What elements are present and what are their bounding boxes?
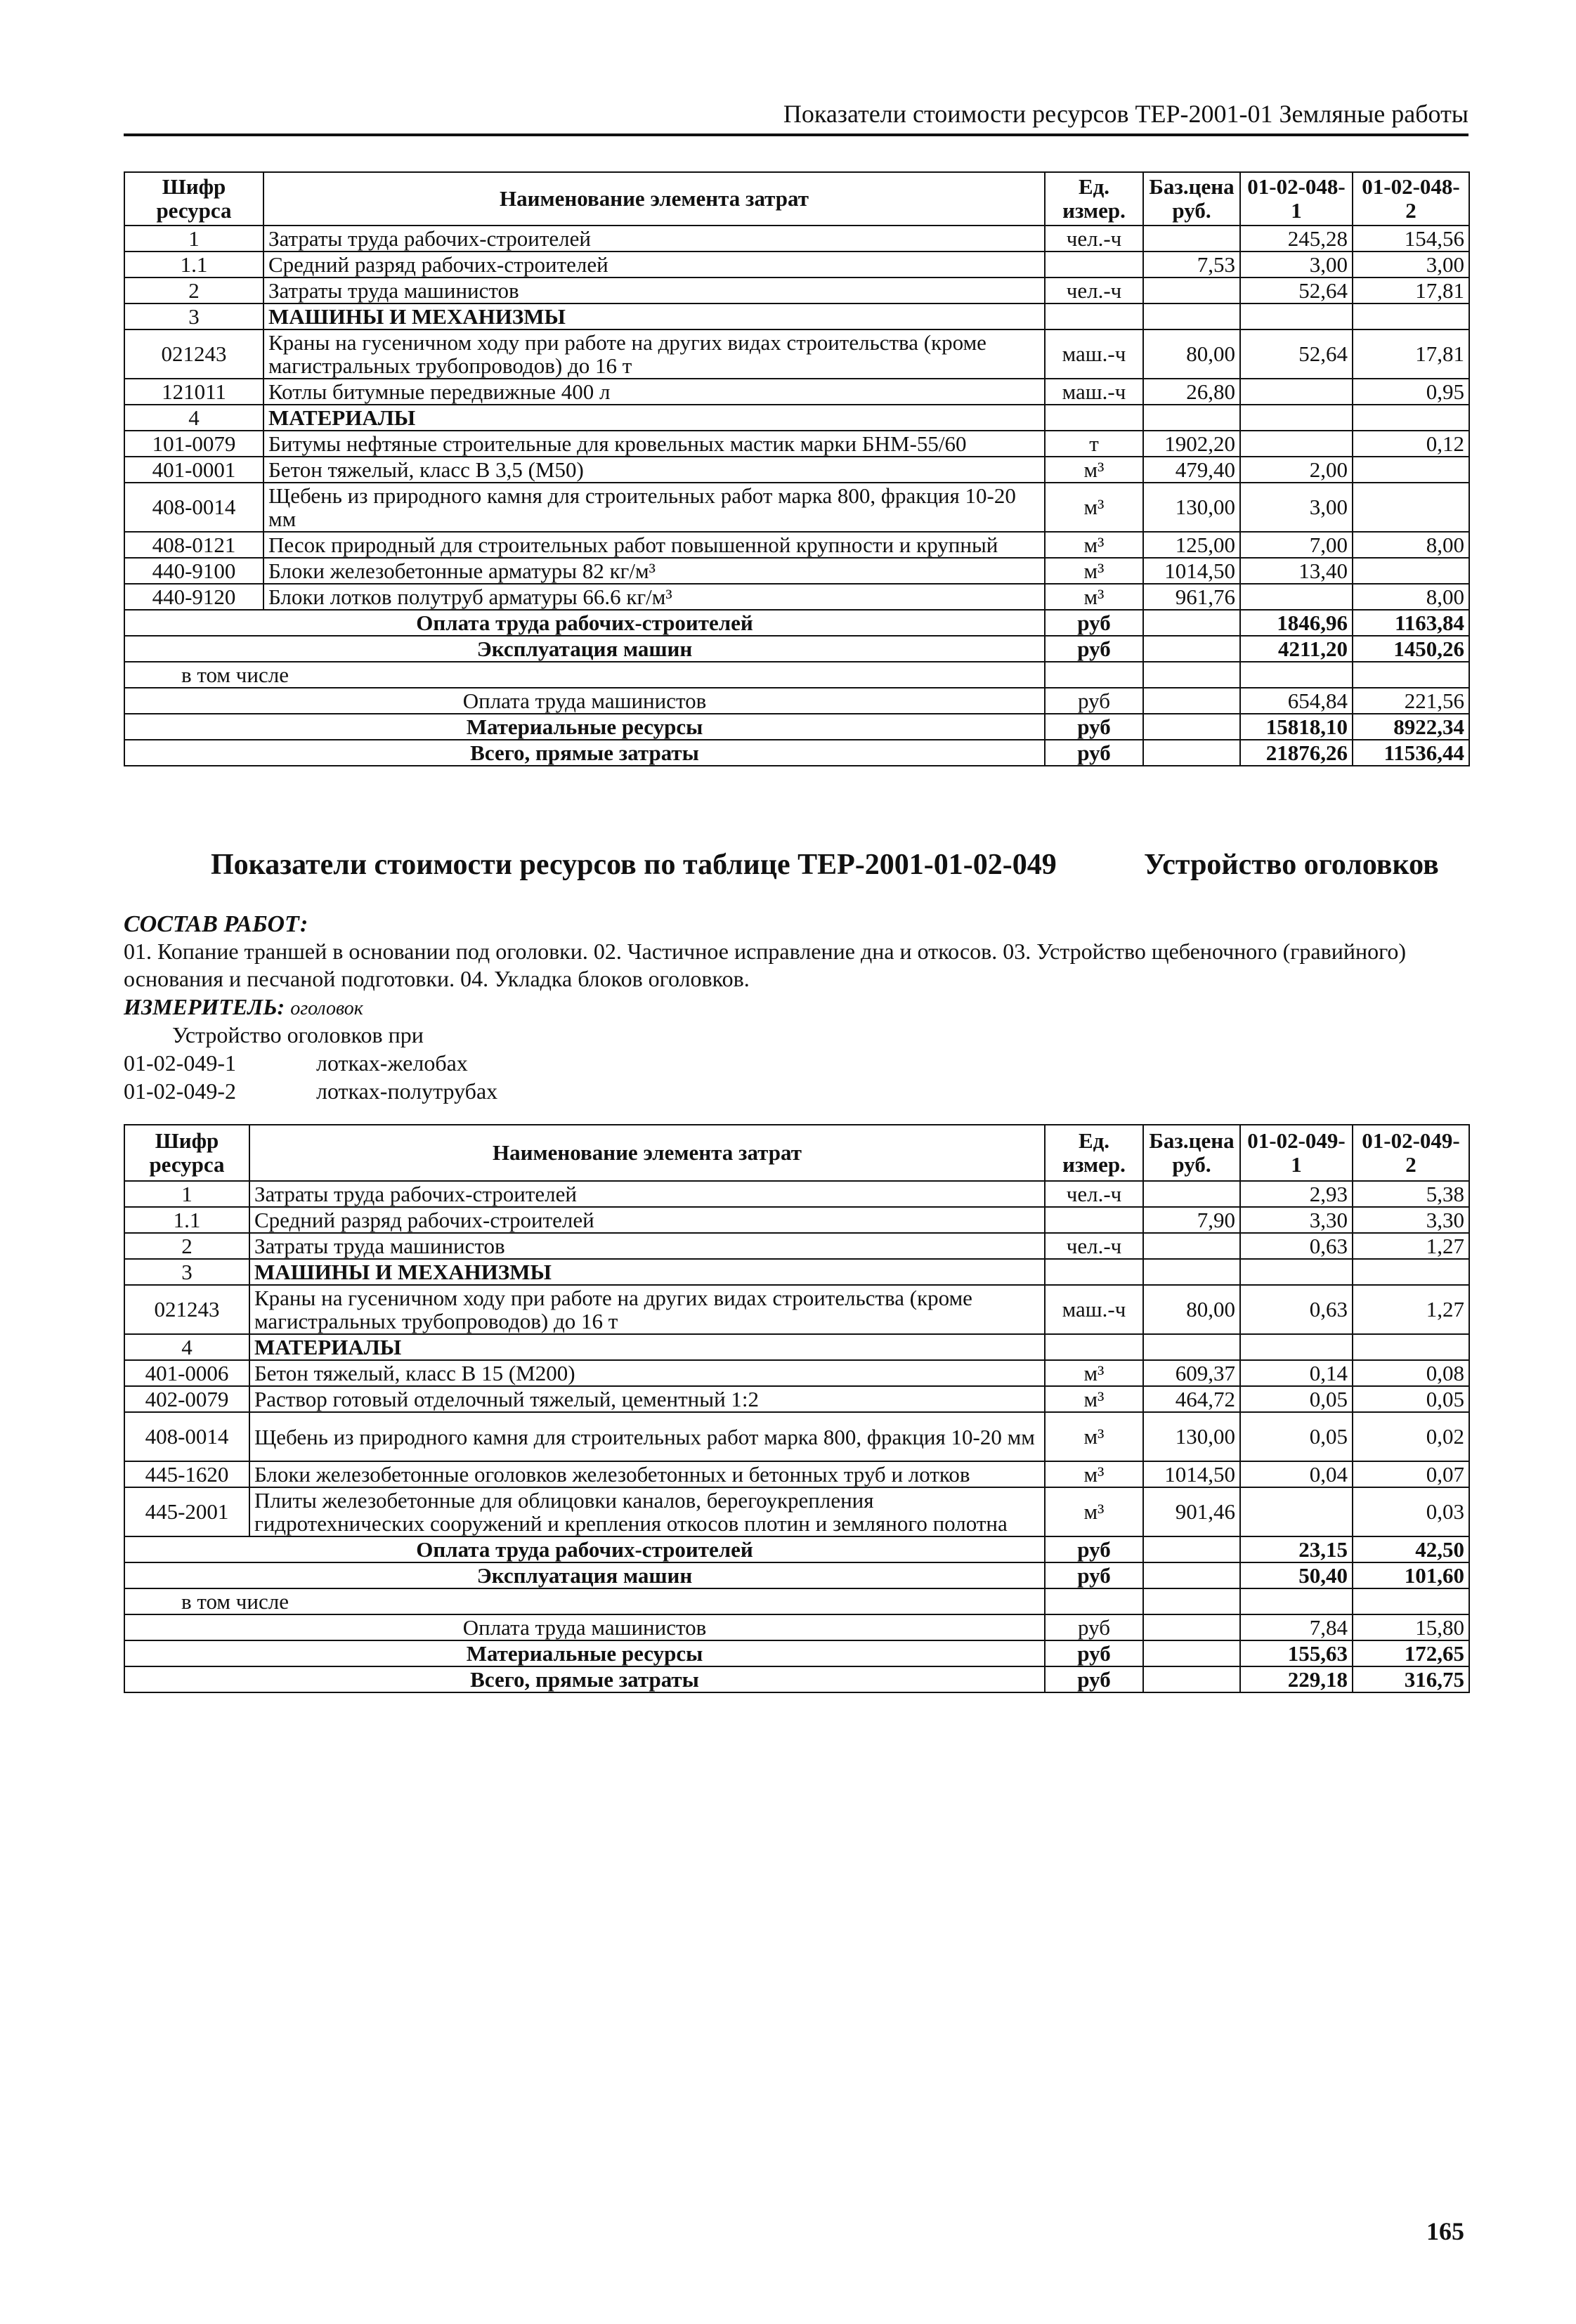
value-col1-cell: 0,04	[1240, 1461, 1353, 1487]
total-label: Материальные ресурсы	[124, 1640, 1045, 1666]
value-col2-cell: 1,27	[1353, 1233, 1469, 1259]
table-row	[124, 1334, 1469, 1360]
unit-cell: м³	[1045, 1461, 1143, 1487]
value-col2-cell: 8922,34	[1353, 714, 1469, 740]
table-row	[124, 558, 1469, 584]
base-price-cell: 961,76	[1143, 584, 1240, 610]
total-row	[124, 1536, 1469, 1562]
total-label: Оплата труда рабочих-строителей	[124, 610, 1045, 636]
value-col2-cell: 0,08	[1353, 1360, 1469, 1386]
section-title: Показатели стоимости ресурсов по таблице ТЕР-2001-01-02-049	[211, 849, 1057, 881]
total-row	[124, 1614, 1469, 1640]
unit-cell: руб	[1045, 1666, 1143, 1692]
value-col2-cell	[1353, 483, 1469, 532]
cost-element-name: Блоки железобетонные арматуры 82 кг/м³	[263, 558, 1045, 584]
value-col2-cell	[1353, 558, 1469, 584]
cost-element-name: Затраты труда рабочих-строителей	[249, 1181, 1045, 1207]
resource-code: 401-0001	[124, 457, 263, 483]
total-label: Оплата труда машинистов	[124, 1614, 1045, 1640]
table-row	[124, 1461, 1469, 1487]
total-row	[124, 610, 1469, 636]
value-col1-cell	[1240, 379, 1353, 405]
header-col2: 01-02-049-2	[1353, 1125, 1469, 1181]
value-col1-cell	[1240, 1334, 1353, 1360]
value-col1-cell: 0,63	[1240, 1233, 1353, 1259]
variant-desc: лотках-желобах	[316, 1050, 468, 1076]
table-body	[124, 1181, 1469, 1692]
total-label: Всего, прямые затраты	[124, 1666, 1045, 1692]
variant-desc: лотках-полутрубах	[316, 1078, 498, 1104]
value-col1-cell: 2,93	[1240, 1181, 1353, 1207]
table-row	[124, 1181, 1469, 1207]
resource-code: 121011	[124, 379, 263, 405]
base-price-cell	[1143, 1233, 1240, 1259]
value-col1-cell: 245,28	[1240, 226, 1353, 252]
variant-row	[124, 1049, 468, 1077]
resource-code: 440-9120	[124, 584, 263, 610]
total-row	[124, 636, 1469, 662]
cost-element-name: МАШИНЫ И МЕХАНИЗМЫ	[263, 303, 1045, 329]
cost-element-name: Затраты труда рабочих-строителей	[263, 226, 1045, 252]
resource-code: 402-0079	[124, 1386, 249, 1412]
resource-code: 1.1	[124, 1207, 249, 1233]
composition-text: 01. Копание траншей в основании под оголовки. 02. Частичное исправление дна и откосов. 03. Устройство щебеночного (гравийного) основания и песчаной подготовки. 04. Укладка блоков оголовков.	[124, 939, 1407, 991]
total-row	[124, 740, 1469, 766]
total-label: Оплата труда рабочих-строителей	[124, 1536, 1045, 1562]
header-col1: 01-02-049-1	[1240, 1125, 1353, 1181]
value-col2-cell: 3,00	[1353, 252, 1469, 278]
cost-element-name: Котлы битумные передвижные 400 л	[263, 379, 1045, 405]
header-col1: 01-02-048-1	[1240, 172, 1353, 226]
header-col2: 01-02-048-2	[1353, 172, 1469, 226]
resource-table-048	[124, 171, 1470, 766]
total-label: Эксплуатация машин	[124, 1562, 1045, 1588]
total-label: Эксплуатация машин	[124, 636, 1045, 662]
value-col2-cell: 0,95	[1353, 379, 1469, 405]
value-col1-cell: 0,63	[1240, 1285, 1353, 1334]
unit-cell: руб	[1045, 636, 1143, 662]
table-row	[124, 329, 1469, 379]
unit-cell: м³	[1045, 1360, 1143, 1386]
cost-element-name: Песок природный для строительных работ повышенной крупности и крупный	[263, 532, 1045, 558]
composition-label: СОСТАВ РАБОТ:	[124, 911, 308, 937]
base-price-cell	[1143, 1334, 1240, 1360]
unit-cell: руб	[1045, 1562, 1143, 1588]
base-price-cell	[1143, 1666, 1240, 1692]
header-base-price: Баз.цена руб.	[1143, 172, 1240, 226]
value-col2-cell: 42,50	[1353, 1536, 1469, 1562]
value-col2-cell: 101,60	[1353, 1562, 1469, 1588]
value-col1-cell: 3,30	[1240, 1207, 1353, 1233]
base-price-cell: 1902,20	[1143, 431, 1240, 457]
base-price-cell	[1143, 714, 1240, 740]
cost-element-name: Битумы нефтяные строительные для кровельных мастик марки БНМ-55/60	[263, 431, 1045, 457]
table-row	[124, 431, 1469, 457]
resource-code: 4	[124, 405, 263, 431]
resource-code: 2	[124, 278, 263, 303]
unit-cell	[1045, 1588, 1143, 1614]
value-col2-cell: 1,27	[1353, 1285, 1469, 1334]
resource-code: 445-1620	[124, 1461, 249, 1487]
resource-code: 408-0014	[124, 483, 263, 532]
unit-cell: маш.-ч	[1045, 329, 1143, 379]
unit-cell: чел.-ч	[1045, 1233, 1143, 1259]
base-price-cell: 609,37	[1143, 1360, 1240, 1386]
value-col2-cell	[1353, 1334, 1469, 1360]
table-row	[124, 1207, 1469, 1233]
base-price-cell: 901,46	[1143, 1487, 1240, 1536]
header-unit: Ед. измер.	[1045, 1125, 1143, 1181]
unit-cell	[1045, 1259, 1143, 1285]
value-col1-cell: 0,14	[1240, 1360, 1353, 1386]
value-col1-cell: 23,15	[1240, 1536, 1353, 1562]
cost-element-name: Краны на гусеничном ходу при работе на других видах строительства (кроме магистральных трубопроводов) до 16 т	[249, 1285, 1045, 1334]
value-col2-cell: 0,05	[1353, 1386, 1469, 1412]
cost-element-name: Плиты железобетонные для облицовки каналов, берегоукрепления гидротехнических сооружений и крепления откосов плотин и земляного полотна	[249, 1487, 1045, 1536]
value-col2-cell: 15,80	[1353, 1614, 1469, 1640]
base-price-cell	[1143, 1640, 1240, 1666]
value-col1-cell: 155,63	[1240, 1640, 1353, 1666]
value-col2-cell: 0,07	[1353, 1461, 1469, 1487]
cost-element-name: Бетон тяжелый, класс В 15 (М200)	[249, 1360, 1045, 1386]
total-label: в том числе	[124, 662, 1045, 688]
header-base-price: Баз.цена руб.	[1143, 1125, 1240, 1181]
value-col1-cell	[1240, 662, 1353, 688]
total-label: Оплата труда машинистов	[124, 688, 1045, 714]
base-price-cell	[1143, 1614, 1240, 1640]
table-header-row	[124, 172, 1469, 226]
unit-cell: чел.-ч	[1045, 278, 1143, 303]
unit-cell: м³	[1045, 1487, 1143, 1536]
unit-cell	[1045, 252, 1143, 278]
value-col1-cell: 0,05	[1240, 1412, 1353, 1461]
table-row	[124, 379, 1469, 405]
header-unit: Ед. измер.	[1045, 172, 1143, 226]
base-price-cell: 1014,50	[1143, 558, 1240, 584]
variants-title: Устройство оголовков при	[172, 1022, 424, 1047]
value-col2-cell: 17,81	[1353, 278, 1469, 303]
measure-line	[124, 993, 363, 1023]
unit-cell: м³	[1045, 457, 1143, 483]
value-col1-cell: 50,40	[1240, 1562, 1353, 1588]
value-col1-cell	[1240, 1588, 1353, 1614]
unit-cell	[1045, 405, 1143, 431]
value-col2-cell: 5,38	[1353, 1181, 1469, 1207]
cost-element-name: Раствор готовый отделочный тяжелый, цементный 1:2	[249, 1386, 1045, 1412]
resource-code: 2	[124, 1233, 249, 1259]
table-row	[124, 405, 1469, 431]
measure-value: оголовок	[290, 998, 363, 1019]
total-label: в том числе	[124, 1588, 1045, 1614]
table-row	[124, 1487, 1469, 1536]
value-col2-cell: 316,75	[1353, 1666, 1469, 1692]
header-name: Наименование элемента затрат	[249, 1125, 1045, 1181]
cost-element-name: МАТЕРИАЛЫ	[263, 405, 1045, 431]
resource-code: 4	[124, 1334, 249, 1360]
cost-element-name: Средний разряд рабочих-строителей	[249, 1207, 1045, 1233]
value-col2-cell	[1353, 1259, 1469, 1285]
cost-element-name: МАШИНЫ И МЕХАНИЗМЫ	[249, 1259, 1045, 1285]
unit-cell: чел.-ч	[1045, 1181, 1143, 1207]
base-price-cell	[1143, 636, 1240, 662]
base-price-cell	[1143, 1562, 1240, 1588]
value-col2-cell: 221,56	[1353, 688, 1469, 714]
resource-code: 440-9100	[124, 558, 263, 584]
base-price-cell: 479,40	[1143, 457, 1240, 483]
base-price-cell	[1143, 1536, 1240, 1562]
table-row	[124, 1412, 1469, 1461]
unit-cell: маш.-ч	[1045, 379, 1143, 405]
base-price-cell	[1143, 405, 1240, 431]
unit-cell: руб	[1045, 1640, 1143, 1666]
value-col2-cell: 17,81	[1353, 329, 1469, 379]
value-col2-cell	[1353, 1588, 1469, 1614]
total-row	[124, 662, 1469, 688]
value-col2-cell: 0,03	[1353, 1487, 1469, 1536]
base-price-cell	[1143, 1181, 1240, 1207]
section-subtitle: Устройство оголовков	[1144, 849, 1439, 881]
page-number: 165	[1426, 2217, 1464, 2245]
base-price-cell	[1143, 688, 1240, 714]
value-col1-cell: 21876,26	[1240, 740, 1353, 766]
value-col1-cell: 0,05	[1240, 1386, 1353, 1412]
base-price-cell	[1143, 1588, 1240, 1614]
variant-code: 01-02-049-2	[124, 1078, 236, 1104]
unit-cell: руб	[1045, 1536, 1143, 1562]
table-row	[124, 278, 1469, 303]
cost-element-name: Краны на гусеничном ходу при работе на других видах строительства (кроме магистральных трубопроводов) до 16 т	[263, 329, 1045, 379]
total-row	[124, 688, 1469, 714]
total-row	[124, 714, 1469, 740]
variant-code: 01-02-049-1	[124, 1050, 236, 1076]
cost-element-name: Щебень из природного камня для строительных работ марка 800, фракция 10-20 мм	[249, 1412, 1045, 1461]
value-col1-cell	[1240, 431, 1353, 457]
value-col2-cell	[1353, 405, 1469, 431]
value-col2-cell: 11536,44	[1353, 740, 1469, 766]
base-price-cell: 26,80	[1143, 379, 1240, 405]
base-price-cell	[1143, 610, 1240, 636]
value-col1-cell	[1240, 1487, 1353, 1536]
running-header: Показатели стоимости ресурсов ТЕР-2001-01 Земляные работы	[783, 100, 1468, 128]
table-row	[124, 1233, 1469, 1259]
base-price-cell	[1143, 226, 1240, 252]
unit-cell	[1045, 662, 1143, 688]
header-divider	[124, 133, 1468, 136]
value-col2-cell: 8,00	[1353, 584, 1469, 610]
table-row	[124, 532, 1469, 558]
value-col2-cell: 1163,84	[1353, 610, 1469, 636]
resource-code: 408-0014	[124, 1412, 249, 1461]
value-col1-cell: 7,00	[1240, 532, 1353, 558]
unit-cell: руб	[1045, 610, 1143, 636]
cost-element-name: Блоки лотков полутруб арматуры 66.6 кг/м³	[263, 584, 1045, 610]
value-col1-cell: 52,64	[1240, 278, 1353, 303]
table-row	[124, 457, 1469, 483]
total-label: Материальные ресурсы	[124, 714, 1045, 740]
value-col1-cell: 2,00	[1240, 457, 1353, 483]
unit-cell: маш.-ч	[1045, 1285, 1143, 1334]
resource-code: 1	[124, 1181, 249, 1207]
unit-cell	[1045, 1207, 1143, 1233]
value-col1-cell	[1240, 303, 1353, 329]
value-col2-cell	[1353, 303, 1469, 329]
value-col1-cell	[1240, 405, 1353, 431]
resource-code: 3	[124, 1259, 249, 1285]
value-col2-cell: 0,12	[1353, 431, 1469, 457]
value-col2-cell	[1353, 457, 1469, 483]
value-col1-cell: 52,64	[1240, 329, 1353, 379]
table-row	[124, 1360, 1469, 1386]
resource-code: 1	[124, 226, 263, 252]
resource-code: 401-0006	[124, 1360, 249, 1386]
total-row	[124, 1588, 1469, 1614]
value-col2-cell: 1450,26	[1353, 636, 1469, 662]
value-col1-cell: 15818,10	[1240, 714, 1353, 740]
base-price-cell	[1143, 740, 1240, 766]
unit-cell: руб	[1045, 714, 1143, 740]
value-col2-cell	[1353, 662, 1469, 688]
total-row	[124, 1640, 1469, 1666]
resource-code: 021243	[124, 329, 263, 379]
value-col2-cell: 172,65	[1353, 1640, 1469, 1666]
base-price-cell	[1143, 662, 1240, 688]
table-row	[124, 1285, 1469, 1334]
measure-label: ИЗМЕРИТЕЛЬ:	[124, 994, 285, 1019]
unit-cell: м³	[1045, 1386, 1143, 1412]
value-col2-cell: 0,02	[1353, 1412, 1469, 1461]
table-row	[124, 584, 1469, 610]
value-col1-cell: 654,84	[1240, 688, 1353, 714]
resource-code: 408-0121	[124, 532, 263, 558]
value-col1-cell: 3,00	[1240, 252, 1353, 278]
base-price-cell: 1014,50	[1143, 1461, 1240, 1487]
variant-row	[124, 1077, 497, 1105]
total-row	[124, 1666, 1469, 1692]
header-code: Шифр ресурса	[124, 172, 263, 226]
value-col1-cell: 3,00	[1240, 483, 1353, 532]
unit-cell: т	[1045, 431, 1143, 457]
value-col1-cell: 7,84	[1240, 1614, 1353, 1640]
unit-cell: м³	[1045, 584, 1143, 610]
resource-code: 101-0079	[124, 431, 263, 457]
table-row	[124, 226, 1469, 252]
total-row	[124, 1562, 1469, 1588]
resource-code: 021243	[124, 1285, 249, 1334]
resource-code: 3	[124, 303, 263, 329]
cost-element-name: Затраты труда машинистов	[263, 278, 1045, 303]
value-col1-cell: 229,18	[1240, 1666, 1353, 1692]
header-name: Наименование элемента затрат	[263, 172, 1045, 226]
resource-table-049	[124, 1124, 1470, 1693]
base-price-cell: 464,72	[1143, 1386, 1240, 1412]
value-col1-cell: 13,40	[1240, 558, 1353, 584]
cost-element-name: Блоки железобетонные оголовков железобетонных и бетонных труб и лотков	[249, 1461, 1045, 1487]
base-price-cell: 130,00	[1143, 1412, 1240, 1461]
cost-element-name: Бетон тяжелый, класс В 3,5 (М50)	[263, 457, 1045, 483]
value-col1-cell	[1240, 1259, 1353, 1285]
unit-cell	[1045, 303, 1143, 329]
cost-element-name: Затраты труда машинистов	[249, 1233, 1045, 1259]
unit-cell	[1045, 1334, 1143, 1360]
unit-cell: м³	[1045, 1412, 1143, 1461]
table-row	[124, 303, 1469, 329]
table-row	[124, 1386, 1469, 1412]
cost-element-name: МАТЕРИАЛЫ	[249, 1334, 1045, 1360]
base-price-cell: 125,00	[1143, 532, 1240, 558]
unit-cell: м³	[1045, 483, 1143, 532]
table-body	[124, 226, 1469, 766]
base-price-cell: 80,00	[1143, 1285, 1240, 1334]
unit-cell: м³	[1045, 558, 1143, 584]
base-price-cell: 7,90	[1143, 1207, 1240, 1233]
unit-cell: чел.-ч	[1045, 226, 1143, 252]
unit-cell: руб	[1045, 740, 1143, 766]
base-price-cell	[1143, 278, 1240, 303]
value-col1-cell: 1846,96	[1240, 610, 1353, 636]
cost-element-name: Средний разряд рабочих-строителей	[263, 252, 1045, 278]
table-header-row	[124, 1125, 1469, 1181]
cost-element-name: Щебень из природного камня для строительных работ марка 800, фракция 10-20 мм	[263, 483, 1045, 532]
value-col2-cell: 3,30	[1353, 1207, 1469, 1233]
total-label: Всего, прямые затраты	[124, 740, 1045, 766]
base-price-cell: 7,53	[1143, 252, 1240, 278]
value-col1-cell: 4211,20	[1240, 636, 1353, 662]
unit-cell: руб	[1045, 688, 1143, 714]
table-row	[124, 483, 1469, 532]
value-col2-cell: 154,56	[1353, 226, 1469, 252]
value-col1-cell	[1240, 584, 1353, 610]
base-price-cell	[1143, 1259, 1240, 1285]
base-price-cell: 130,00	[1143, 483, 1240, 532]
header-code: Шифр ресурса	[124, 1125, 249, 1181]
table-row	[124, 1259, 1469, 1285]
base-price-cell	[1143, 303, 1240, 329]
unit-cell: руб	[1045, 1614, 1143, 1640]
resource-code: 445-2001	[124, 1487, 249, 1536]
resource-code: 1.1	[124, 252, 263, 278]
base-price-cell: 80,00	[1143, 329, 1240, 379]
unit-cell: м³	[1045, 532, 1143, 558]
table-row	[124, 252, 1469, 278]
value-col2-cell: 8,00	[1353, 532, 1469, 558]
